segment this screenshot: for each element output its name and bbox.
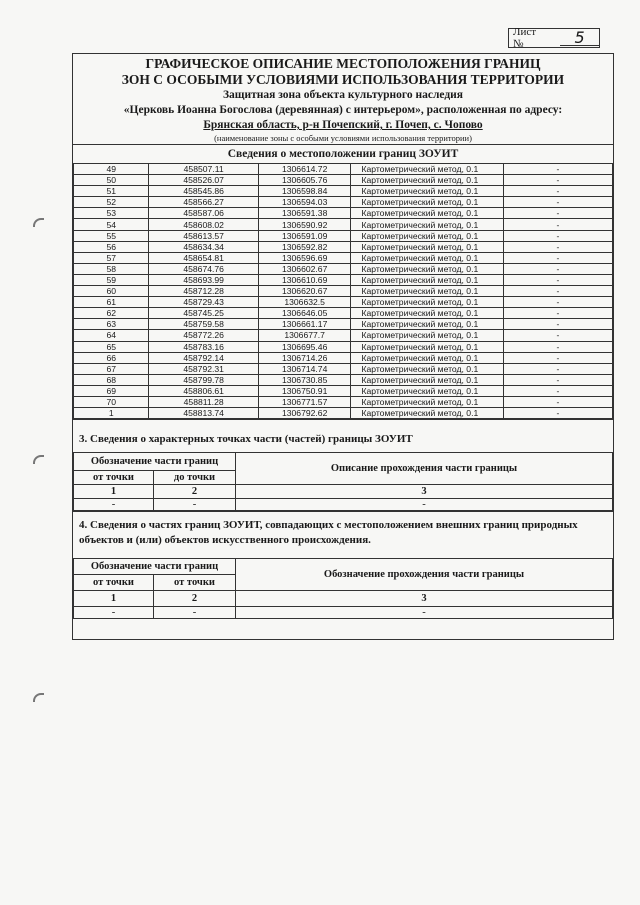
method: Картометрический метод, 0.1 bbox=[351, 263, 503, 274]
note-dash: - bbox=[503, 230, 612, 241]
coord-y: 1306771.57 bbox=[258, 396, 351, 407]
header-note: (наименование зоны с особыми условиями использования территории) bbox=[214, 133, 472, 143]
note-dash: - bbox=[503, 208, 612, 219]
coords-table bbox=[73, 163, 613, 419]
document-header bbox=[73, 54, 613, 144]
note-dash: - bbox=[503, 297, 612, 308]
note-dash: - bbox=[503, 319, 612, 330]
section-4-title: 4. Сведения о частях границ ЗОУИТ, совпадающих с местоположением внешних границ природных объектов и (или) объектов искусственного происхождения. bbox=[73, 511, 613, 554]
s4-num-2: 2 bbox=[154, 591, 236, 607]
coord-x: 458693.99 bbox=[149, 274, 258, 285]
method: Картометрический метод, 0.1 bbox=[351, 330, 503, 341]
coord-x: 458806.61 bbox=[149, 385, 258, 396]
coord-y: 1306594.03 bbox=[258, 197, 351, 208]
table-row bbox=[74, 197, 613, 208]
section-3-title: 3. Сведения о характерных точках части (частей) границы ЗОУИТ bbox=[73, 419, 613, 452]
point-number: 66 bbox=[74, 352, 149, 363]
coord-x: 458507.11 bbox=[149, 164, 258, 175]
table-row bbox=[74, 252, 613, 263]
table-row bbox=[74, 175, 613, 186]
table-row bbox=[74, 164, 613, 175]
s4-num-1: 1 bbox=[74, 591, 154, 607]
point-number: 1 bbox=[74, 408, 149, 419]
note-dash: - bbox=[503, 352, 612, 363]
s4-val-3: - bbox=[236, 607, 613, 619]
method: Картометрический метод, 0.1 bbox=[351, 319, 503, 330]
note-dash: - bbox=[503, 341, 612, 352]
coord-x: 458811.28 bbox=[149, 396, 258, 407]
coord-x: 458712.28 bbox=[149, 286, 258, 297]
punch-mark bbox=[33, 218, 44, 227]
table-row bbox=[74, 352, 613, 363]
s4-col-to: от точки bbox=[154, 575, 236, 591]
header-zone-type: Защитная зона объекта культурного наследия bbox=[222, 89, 464, 101]
s3-col-desc: Описание прохождения части границы bbox=[236, 453, 613, 485]
coord-x: 458813.74 bbox=[149, 408, 258, 419]
coord-y: 1306591.38 bbox=[258, 208, 351, 219]
table-row bbox=[74, 219, 613, 230]
sheet-number-box bbox=[508, 28, 600, 48]
method: Картометрический метод, 0.1 bbox=[351, 374, 503, 385]
s3-num-1: 1 bbox=[74, 485, 154, 499]
coord-y: 1306591.09 bbox=[258, 230, 351, 241]
coord-x: 458613.57 bbox=[149, 230, 258, 241]
coord-y: 1306596.69 bbox=[258, 252, 351, 263]
coord-y: 1306610.69 bbox=[258, 274, 351, 285]
coord-y: 1306714.26 bbox=[258, 352, 351, 363]
table-row bbox=[74, 274, 613, 285]
point-number: 64 bbox=[74, 330, 149, 341]
point-number: 49 bbox=[74, 164, 149, 175]
s4-val-1: - bbox=[74, 607, 154, 619]
method: Картометрический метод, 0.1 bbox=[351, 197, 503, 208]
table-row bbox=[74, 208, 613, 219]
method: Картометрический метод, 0.1 bbox=[351, 396, 503, 407]
s3-num-3: 3 bbox=[236, 485, 613, 499]
note-dash: - bbox=[503, 374, 612, 385]
table-row bbox=[74, 408, 613, 419]
method: Картометрический метод, 0.1 bbox=[351, 352, 503, 363]
method: Картометрический метод, 0.1 bbox=[351, 241, 503, 252]
point-number: 67 bbox=[74, 363, 149, 374]
s4-num-3: 3 bbox=[236, 591, 613, 607]
note-dash: - bbox=[503, 330, 612, 341]
point-number: 57 bbox=[74, 252, 149, 263]
note-dash: - bbox=[503, 197, 612, 208]
coord-y: 1306592.82 bbox=[258, 241, 351, 252]
coord-y: 1306646.05 bbox=[258, 308, 351, 319]
note-dash: - bbox=[503, 286, 612, 297]
sheet-label: Лист № bbox=[513, 26, 537, 50]
coord-y: 1306792.62 bbox=[258, 408, 351, 419]
coord-y: 1306602.67 bbox=[258, 263, 351, 274]
coord-x: 458674.76 bbox=[149, 263, 258, 274]
s3-val-2: - bbox=[154, 499, 236, 511]
note-dash: - bbox=[503, 308, 612, 319]
point-number: 69 bbox=[74, 385, 149, 396]
coord-y: 1306598.84 bbox=[258, 186, 351, 197]
s4-val-2: - bbox=[154, 607, 236, 619]
method: Картометрический метод, 0.1 bbox=[351, 363, 503, 374]
coord-x: 458608.02 bbox=[149, 219, 258, 230]
point-number: 59 bbox=[74, 274, 149, 285]
method: Картометрический метод, 0.1 bbox=[351, 297, 503, 308]
coord-x: 458745.25 bbox=[149, 308, 258, 319]
point-number: 68 bbox=[74, 374, 149, 385]
coord-x: 458634.34 bbox=[149, 241, 258, 252]
method: Картометрический метод, 0.1 bbox=[351, 274, 503, 285]
table-row bbox=[74, 297, 613, 308]
point-number: 56 bbox=[74, 241, 149, 252]
s3-val-3: - bbox=[236, 499, 613, 511]
point-number: 53 bbox=[74, 208, 149, 219]
method: Картометрический метод, 0.1 bbox=[351, 252, 503, 263]
method: Картометрический метод, 0.1 bbox=[351, 208, 503, 219]
point-number: 58 bbox=[74, 263, 149, 274]
method: Картометрический метод, 0.1 bbox=[351, 341, 503, 352]
s4-col-group: Обозначение части границ bbox=[74, 559, 236, 575]
table-row bbox=[74, 363, 613, 374]
note-dash: - bbox=[503, 175, 612, 186]
section-4-table bbox=[73, 558, 613, 619]
table-row bbox=[74, 385, 613, 396]
coord-x: 458587.06 bbox=[149, 208, 258, 219]
point-number: 51 bbox=[74, 186, 149, 197]
point-number: 63 bbox=[74, 319, 149, 330]
point-number: 52 bbox=[74, 197, 149, 208]
s3-col-group: Обозначение части границ bbox=[74, 453, 236, 471]
note-dash: - bbox=[503, 252, 612, 263]
coord-x: 458792.31 bbox=[149, 363, 258, 374]
table-row bbox=[74, 241, 613, 252]
method: Картометрический метод, 0.1 bbox=[351, 175, 503, 186]
table-row bbox=[74, 396, 613, 407]
method: Картометрический метод, 0.1 bbox=[351, 186, 503, 197]
coord-y: 1306750.91 bbox=[258, 385, 351, 396]
note-dash: - bbox=[503, 219, 612, 230]
point-number: 65 bbox=[74, 341, 149, 352]
document-frame bbox=[72, 53, 614, 640]
coord-x: 458792.14 bbox=[149, 352, 258, 363]
punch-mark bbox=[33, 693, 44, 702]
coord-y: 1306677.7 bbox=[258, 330, 351, 341]
coord-y: 1306730.85 bbox=[258, 374, 351, 385]
point-number: 54 bbox=[74, 219, 149, 230]
sheet-number: 5 bbox=[560, 31, 599, 46]
point-number: 62 bbox=[74, 308, 149, 319]
coord-x: 458772.26 bbox=[149, 330, 258, 341]
method: Картометрический метод, 0.1 bbox=[351, 286, 503, 297]
coord-x: 458566.27 bbox=[149, 197, 258, 208]
table-row bbox=[74, 308, 613, 319]
header-title-2: ЗОН С ОСОБЫМИ УСЛОВИЯМИ ИСПОЛЬЗОВАНИЯ ТЕРРИТОРИИ bbox=[121, 72, 565, 87]
coord-y: 1306614.72 bbox=[258, 164, 351, 175]
coord-x: 458729.43 bbox=[149, 297, 258, 308]
header-object-name: «Церковь Иоанна Богослова (деревянная) с интерьером», расположенная по адресу: bbox=[123, 104, 563, 116]
table-row bbox=[74, 263, 613, 274]
note-dash: - bbox=[503, 274, 612, 285]
punch-mark bbox=[33, 455, 44, 464]
method: Картометрический метод, 0.1 bbox=[351, 164, 503, 175]
method: Картометрический метод, 0.1 bbox=[351, 408, 503, 419]
note-dash: - bbox=[503, 164, 612, 175]
note-dash: - bbox=[503, 408, 612, 419]
note-dash: - bbox=[503, 385, 612, 396]
coord-x: 458783.16 bbox=[149, 341, 258, 352]
point-number: 50 bbox=[74, 175, 149, 186]
header-title-1: ГРАФИЧЕСКОЕ ОПИСАНИЕ МЕСТОПОЛОЖЕНИЯ ГРАНИЦ bbox=[145, 56, 541, 71]
s4-col-desc: Обозначение прохождения части границы bbox=[236, 559, 613, 591]
coord-y: 1306620.67 bbox=[258, 286, 351, 297]
coord-x: 458654.81 bbox=[149, 252, 258, 263]
s3-col-to: до точки bbox=[154, 471, 236, 485]
s3-val-1: - bbox=[74, 499, 154, 511]
note-dash: - bbox=[503, 186, 612, 197]
s3-num-2: 2 bbox=[154, 485, 236, 499]
coords-section-title: Сведения о местоположении границ ЗОУИТ bbox=[73, 144, 613, 163]
note-dash: - bbox=[503, 396, 612, 407]
header-address: Брянская область, р-н Почепский, г. Почеп, с. Чопово bbox=[203, 119, 483, 131]
coord-x: 458526.07 bbox=[149, 175, 258, 186]
note-dash: - bbox=[503, 363, 612, 374]
method: Картометрический метод, 0.1 bbox=[351, 385, 503, 396]
point-number: 60 bbox=[74, 286, 149, 297]
coord-y: 1306695.46 bbox=[258, 341, 351, 352]
coord-x: 458545.86 bbox=[149, 186, 258, 197]
method: Картометрический метод, 0.1 bbox=[351, 308, 503, 319]
table-row bbox=[74, 230, 613, 241]
coord-y: 1306590.92 bbox=[258, 219, 351, 230]
table-row bbox=[74, 286, 613, 297]
coord-y: 1306605.76 bbox=[258, 175, 351, 186]
coord-x: 458799.78 bbox=[149, 374, 258, 385]
coord-y: 1306661.17 bbox=[258, 319, 351, 330]
section-3-table bbox=[73, 452, 613, 511]
coord-x: 458759.58 bbox=[149, 319, 258, 330]
table-row bbox=[74, 330, 613, 341]
s3-col-from: от точки bbox=[74, 471, 154, 485]
s4-col-from: от точки bbox=[74, 575, 154, 591]
table-row bbox=[74, 319, 613, 330]
note-dash: - bbox=[503, 263, 612, 274]
table-row bbox=[74, 186, 613, 197]
point-number: 55 bbox=[74, 230, 149, 241]
note-dash: - bbox=[503, 241, 612, 252]
table-row bbox=[74, 341, 613, 352]
method: Картометрический метод, 0.1 bbox=[351, 219, 503, 230]
method: Картометрический метод, 0.1 bbox=[351, 230, 503, 241]
point-number: 61 bbox=[74, 297, 149, 308]
point-number: 70 bbox=[74, 396, 149, 407]
coord-y: 1306714.74 bbox=[258, 363, 351, 374]
table-row bbox=[74, 374, 613, 385]
coord-y: 1306632.5 bbox=[258, 297, 351, 308]
